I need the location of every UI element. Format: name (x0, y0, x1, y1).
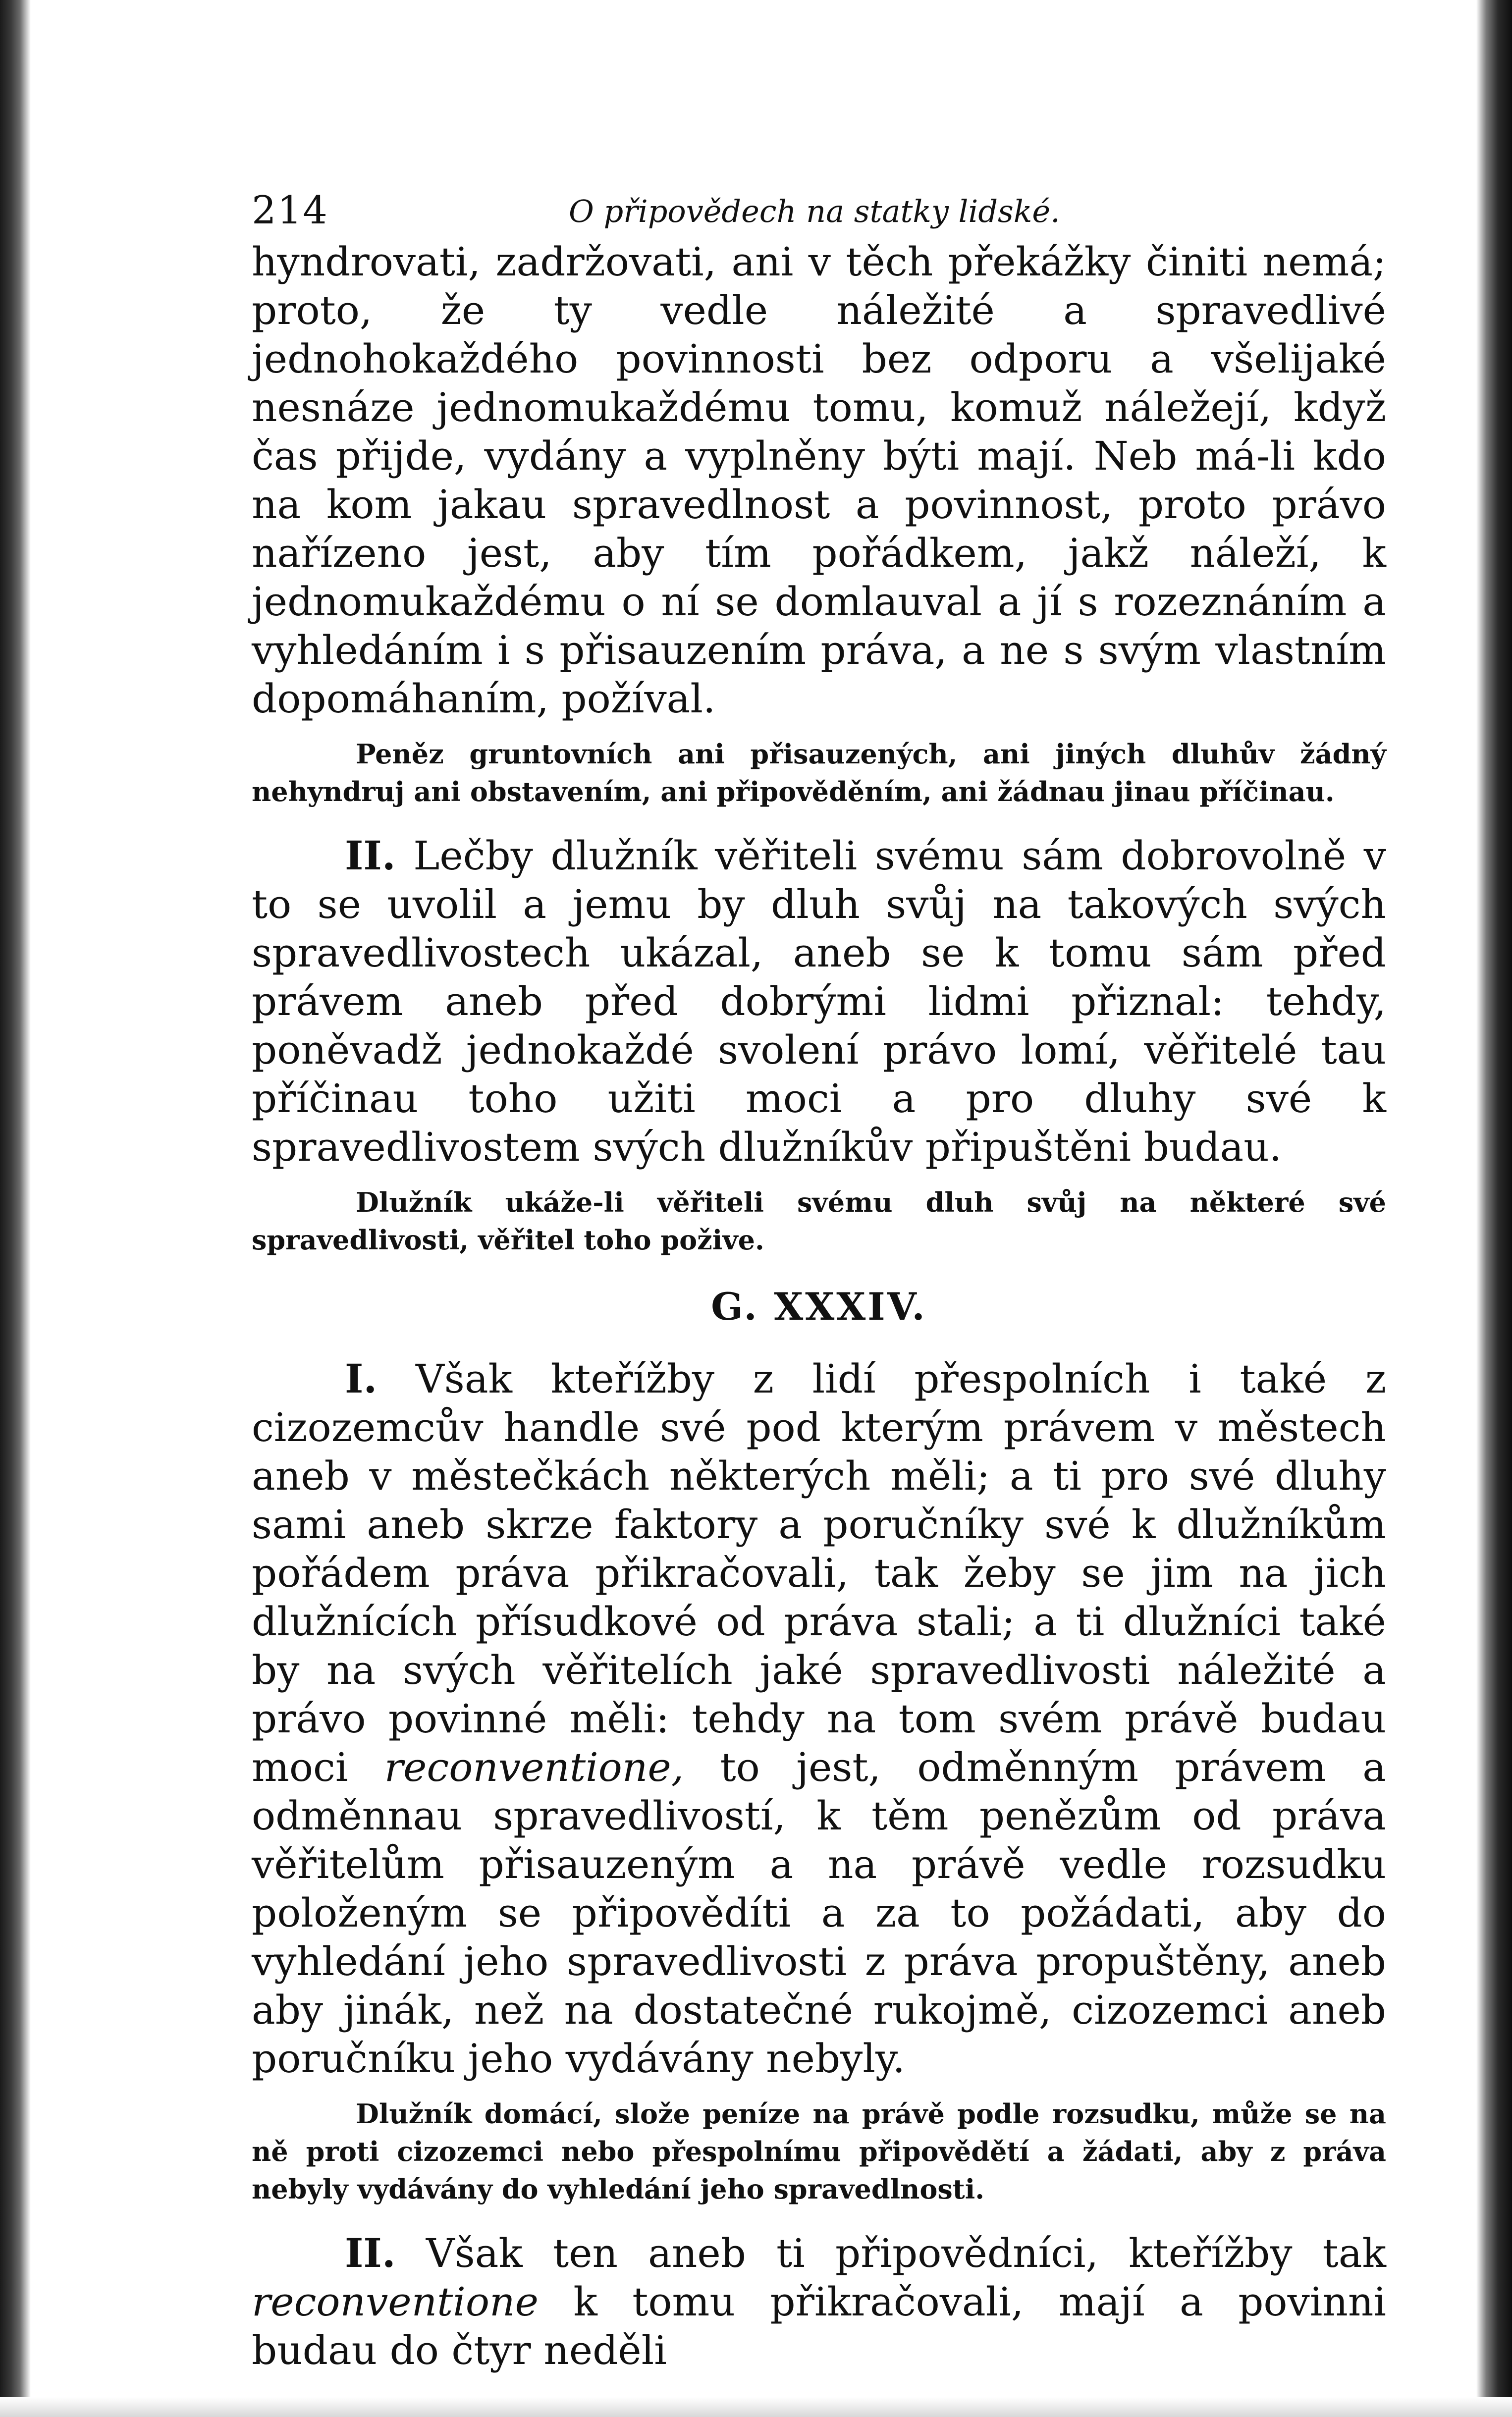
marginal-summary-1 (252, 735, 1386, 810)
page-number: 214 (252, 188, 328, 233)
scan-left-edge (0, 0, 31, 2417)
marginal-summary-2 (252, 1183, 1386, 1259)
book-page (252, 178, 1386, 2375)
running-head: O připovědech na statky lidské. (569, 193, 1060, 229)
paragraph-text: Lečby dlužník věřiteli svému sám dobrovolně v to se uvolil a jemu by dluh svůj na takových svých spravedlivostech ukázal, aneb se k tomu sám před právem aneb před dobrými lidmi přiznal: tehdy, poněvadž jednokaždé svolení právo lomí, věřitelé tau příčinau toho užiti moci a pro dluhy své k spravedlivostem svých dlužníkův připuštěni budau. (252, 833, 1386, 1170)
paragraph-i (252, 1354, 1386, 2083)
paragraph-number: I. (345, 1355, 378, 1402)
marginal-summary-text: Dlužník ukáže-li věřiteli svému dluh svůj na některé své spravedlivosti, věřitel toho požive. (252, 1186, 1386, 1256)
paragraph-number: II. (345, 832, 396, 879)
paragraph-number: II. (345, 2230, 396, 2276)
page-header (252, 178, 1386, 238)
paragraph-continued: hyndrovati, zadržovati, ani v těch překážky činiti nemá; proto, že ty vedle náležité a spravedlivé jednohokaždého povinnosti bez odporu a všelijaké nesnáze jednomukaždému tomu, komuž náležejí, když čas přijde, vydány a vyplněny býti mají. Neb má-li kdo na kom jakau spravedlnost a povinnost, proto právo nařízeno jest, aby tím pořádkem, jakž náleží, k jednomukaždému o ní se domlauval a jí s rozeznáním a vyhledáním i s přisauzením práva, a ne s svým vlastním dopomáhaním, požíval. (252, 239, 1386, 722)
paragraph-ii (252, 831, 1386, 1172)
marginal-summary-3 (252, 2095, 1386, 2208)
paragraph-ii-b (252, 2229, 1386, 2375)
latin-term: reconventione, (384, 1744, 684, 1790)
paragraph-text-part2: k tomu přikračovali, mají a povinni budau do čtyr neděli (252, 2279, 1386, 2373)
scan-right-edge (1476, 0, 1512, 2417)
latin-term: reconventione (252, 2279, 539, 2325)
marginal-summary-text: Peněz gruntovních ani přisauzených, ani jiných dluhův žádný nehyndruj ani obstavením, ani připověděním, ani žádnau jinau příčinau. (252, 738, 1386, 807)
paragraph-text-part1: Však ten aneb ti připovědníci, kteřížby tak (426, 2230, 1386, 2276)
paragraph-text-part2: to jest, odměnným právem a odměnnau spravedlivostí, k těm penězům od práva věřitelům přisauzeným a na právě vedle rozsudku položeným se připovědíti a za to požádati, aby do vyhledání jeho spravedlivosti z práva propuštěny, aneb aby jinák, než na dostatečné rukojmě, cizozemci aneb poručníku jeho vydávány nebyly. (252, 1744, 1386, 2082)
marginal-summary-text: Dlužník domácí, slože peníze na právě podle rozsudku, může se na ně proti cizozemci nebo přespolnímu připovědětí a žádati, aby z práva nebyly vydávány do vyhledání jeho spravedlnosti. (252, 2098, 1386, 2205)
paragraph-text-part1: Však kteřížby z lidí přespolních i také z cizozemcův handle své pod kterým právem v městech aneb v městečkách některých měli; a ti pro své dluhy sami aneb skrze faktory a poručníky své k dlužníkům pořádem práva přikračovali, tak žeby se jim na jich dlužnících přísudkové od práva stali; a ti dlužníci také by na svých věřitelích jaké spravedlivosti náležité a právo povinné měli: tehdy na tom svém právě budau moci (252, 1356, 1386, 1790)
scan-bottom-edge (0, 2397, 1512, 2417)
section-heading: G. XXXIV. (711, 1285, 927, 1329)
